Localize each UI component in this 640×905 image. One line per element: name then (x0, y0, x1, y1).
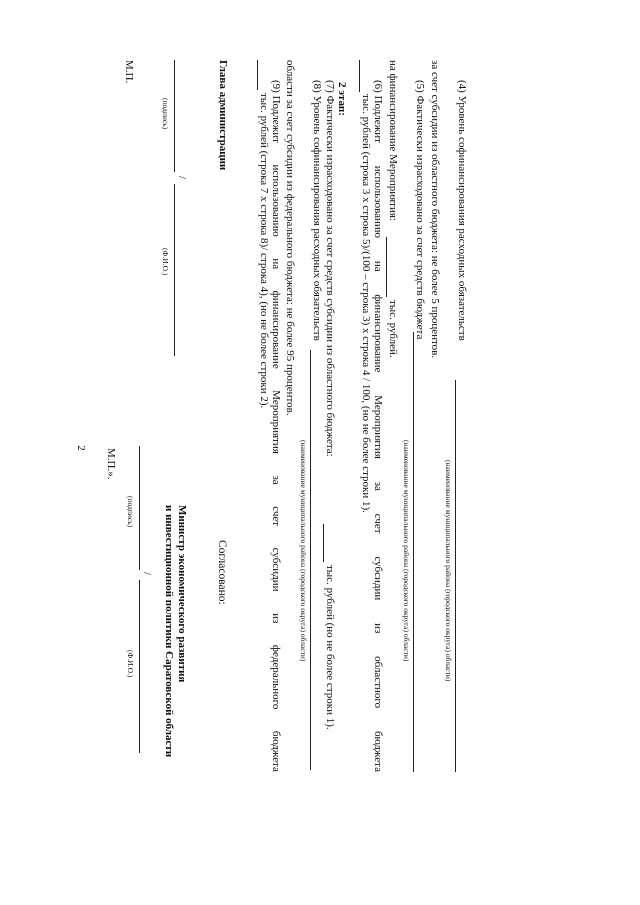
item-9-word: Мероприятия (270, 390, 282, 454)
blank-line-region-name-3 (310, 350, 311, 770)
item-9-formula: тыс. рублей (строка 7 х строка 8)/ строка 4), (но не более строки 2). (258, 93, 270, 409)
stamp-place-head: М.П. (123, 60, 135, 84)
item-9-to-be-used (269, 80, 282, 772)
item-6-word: бюджета (372, 730, 384, 772)
blank-line-region-name-1 (455, 380, 456, 772)
caption-region-name-3: (наименование муниципального района (городского округа) области) (299, 440, 308, 662)
item-9-word: (9) Подлежит (270, 80, 282, 143)
head-of-administration-title: Глава администрации (217, 60, 229, 171)
item-5-actual-spent: (5) Фактически израсходовано за счет средств бюджета (414, 80, 426, 340)
item-9-word: бюджета (270, 730, 282, 772)
item-9-word: счет (270, 506, 282, 527)
item-9-word: использованию (270, 164, 282, 237)
blank-amount-7 (323, 524, 324, 562)
item-6-word: субсидии (372, 556, 384, 601)
item-6-word: из (372, 623, 384, 634)
report-form-sheet (98, 60, 478, 838)
event-financing-label: на финансирование Мероприятия: (387, 60, 399, 221)
page-number: 2 (75, 445, 87, 451)
caption-name-head: (Ф.И.О.) (161, 248, 170, 276)
caption-name-minister: (Ф.И.О.) (126, 650, 135, 678)
caption-region-name-1: (наименование муниципального района (городского округа) области) (444, 460, 453, 682)
item-7-actual-spent-subsidy: (7) Фактически израсходовано за счет средств субсидии из областного бюджета: (324, 80, 336, 457)
item-6-to-be-used (371, 80, 384, 772)
minister-title-line-1: Министр экономического развития (176, 505, 188, 683)
blank-amount-5 (386, 237, 387, 297)
signature-separator-head: / (176, 176, 188, 180)
item-9-word: федерального (270, 644, 282, 710)
stage-2-heading: 2 этап: (336, 82, 348, 116)
item-9-word: из (270, 613, 282, 624)
item-9-word: за (270, 475, 282, 485)
item-8-cofinancing-level: (8) Уровень софинансирования расходных обязательств (311, 80, 323, 341)
item-6-word: финансирование (372, 294, 384, 373)
caption-region-name-2: (наименование муниципального района (городского округа) области) (402, 440, 411, 662)
blank-amount-9 (257, 60, 258, 90)
item-6-word: областного (372, 656, 384, 709)
caption-signature-head: (подпись) (161, 98, 170, 130)
federal-subsidy-limit: области за счет субсидии из федерального бюджета: не более 95 процентов. (284, 60, 296, 416)
item-6-word: (6) Подлежит (372, 80, 384, 143)
signature-separator-minister: / (141, 572, 153, 576)
item-6-word: счет (372, 513, 384, 534)
item-6-word: использованию (372, 165, 384, 239)
event-financing-unit: тыс. рублей. (387, 300, 399, 358)
item-6-word: на (372, 260, 384, 272)
item-9-word: субсидии (270, 547, 282, 592)
blank-amount-6 (359, 60, 360, 92)
name-line-minister (139, 580, 140, 753)
signature-line-head (174, 60, 175, 172)
minister-title-line-2: и инвестиционной политики Саратовской области (163, 505, 175, 758)
signature-line-minister (139, 446, 140, 570)
item-6-formula: тыс. рублей (строка 3 х строка 5)/(100 – строка 3) х строка 4 / 100, (но не более строки 1). (360, 94, 372, 513)
item-4-cofinancing-level: (4) Уровень софинансирования расходных обязательств (456, 80, 468, 341)
item-9-word: финансирование (270, 290, 282, 369)
blank-line-region-name-2 (413, 332, 414, 772)
item-6-word: Мероприятия (372, 395, 384, 459)
regional-subsidy-limit: за счет субсидии из областного бюджета: не более 5 процентов. (429, 60, 441, 359)
caption-signature-minister: (подпись) (126, 496, 135, 528)
item-7-unit: тыс. рублей (но не более строки 1). (324, 565, 336, 730)
name-line-head (174, 184, 175, 356)
agreed-label: Согласовано: (216, 540, 228, 605)
item-6-word: за (372, 481, 384, 491)
stamp-place-minister: М.П.». (105, 448, 117, 480)
item-9-word: на (270, 258, 282, 270)
